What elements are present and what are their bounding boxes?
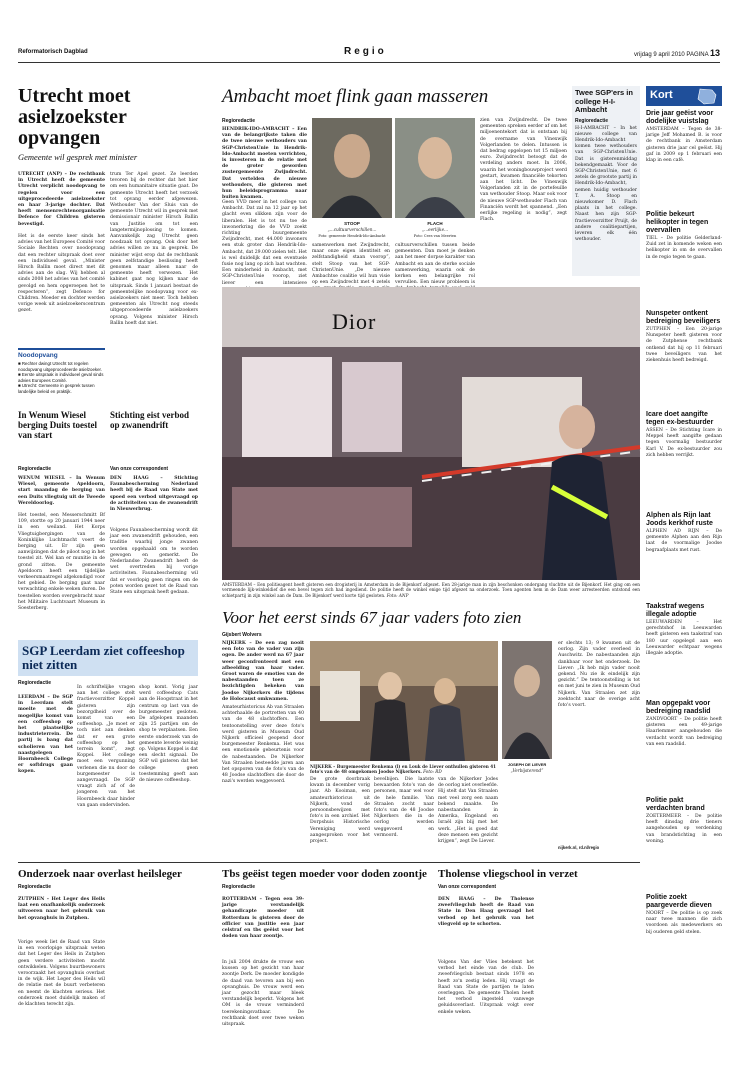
paper-name: Reformatorisch Dagblad xyxy=(18,49,88,55)
kort-item xyxy=(646,603,722,696)
vaders-col4: bevelbijen. Die laatste bewaarden foto's van de personen, maar wel voor de hele familie. Van Straalen zocht naar foto's van de 48 Joodse Nijkerkers die in de oorlog werden weggevoerd en vermoord. xyxy=(374,777,434,838)
sgp-box-kicker: Regioredactie xyxy=(575,117,609,124)
kort-item-head: Drie jaar geëist voor dodelijke vuistslag xyxy=(646,110,714,125)
stichting-body: Volgens Faunabescherming wordt dit jaar een zwanendrift gehouden, een traditie waarbij jonge zwanen worden opgehaald om te worden gewogen en gemerkt. De Nederlandse Zwanendrift heeft de wet overtreden bij vorige activiteiten. Faunabescherming wil dat er voorlopig geen ringen om de poten worden gezet tot de Raad van State een uitspraak heeft gedaan. xyxy=(110,528,198,596)
kort-list xyxy=(646,106,722,987)
massage-kicker: Regioredactie xyxy=(222,118,256,124)
headline-line: Utrecht moet xyxy=(18,85,131,107)
flach-portrait-icon xyxy=(395,118,475,218)
vaders-caption-text: NIJKERK – Burgemeester Renkema (l) en Louk de Liever onthullen gisteren 41 foto's van de 48 omgekomen Joodse Nijkerkers. xyxy=(310,764,497,775)
dior-scene-icon xyxy=(222,287,640,580)
de-liever-portrait-icon xyxy=(502,641,552,759)
tholen-headline: Tholense vliegschool in verzet xyxy=(438,868,578,880)
stoop-quote: „...cultuurverschillen... xyxy=(327,227,377,232)
kort-item-body: LEEUWARDEN – Het gerechtshof in Leeuwarden heeft gisteren een taakstraf van 180 uur opgelegd aan een Leeuwarder echtpaar wegens illegale adoptie. xyxy=(646,620,722,657)
headline-line: opvangen xyxy=(18,127,101,149)
sgp-box-title: Twee SGP'ers in college H-I-Ambacht xyxy=(575,88,633,114)
kort-item-head: Icare doet aangifte tegen ex-bestuurder xyxy=(646,411,714,426)
date-text: vrijdag 9 april 2010 PAGINA xyxy=(634,52,709,58)
netherlands-map-icon xyxy=(694,87,720,105)
utrecht-headline xyxy=(18,86,198,149)
flach-credit: Foto: Cees van Meerten xyxy=(413,234,457,238)
kort-item-body: ZOETERMEER – De politie heeft dinsdag drie tieners aangehouden op verdenking van brandstichting in een woning. xyxy=(646,814,722,844)
kort-item-head: Nunspeter ontkent bedreiging beveiligers xyxy=(646,310,721,325)
box-item: ■ Eerste uitspraak in individueel geval sinds advies Europees Comité. xyxy=(18,372,104,383)
flach-photo xyxy=(395,118,475,218)
tbs-headline: Tbs geëist tegen moeder voor doden zoontje xyxy=(222,868,427,880)
heilsleger-article xyxy=(18,868,198,890)
wiesel-kicker: Regioredactie xyxy=(18,466,52,472)
kort-title: Kort xyxy=(650,89,673,101)
box-item: ■ Rechter dwingt Utrecht tot regelen noodopvang uitgeprocedeerde asielzoeker. xyxy=(18,361,102,372)
de-liever-name: JOSEPH DE LIEVER xyxy=(507,762,547,767)
section-title: Regio xyxy=(344,46,387,57)
wiesel-body: Het toestel, een Messerschmitt Bf 109, stortte op 20 januari 1944 neer in een weiland. Het Korps Vliegtuigbergingen van de Koninklijke Luchtmacht voert de berging uit. Er zijn geen aanwijzingen dat de piloot nog in het toestel zit. Wel kan er munitie in de grond zitten. De gemeente Apeldoorn heeft een tijdelijke verkeersmaatregel afgekondigd voor het gebied. De berging gaat naar verwachting enkele weken duren. De toestellen worden overgebracht naar het Militaire Luchtvaart Museum in Soesterberg. xyxy=(18,513,105,612)
utrecht-col2: trum Ter Apel gezet. Ze leerden tevoren bij de rechter dat het hier om een humanitaire situatie gaat. De gemeente Utrecht heeft het verzoek tot opvang eerder afgewezen. Wethouder Van der Sluis van de gemeente Utrecht wil in gesprek met demissionair minister Hirsch Ballin van Justitie om tot een langetermijnoplossing te komen. Aanvankelijk zag Utrecht geen noodzaak tot opvang. Ook door het advies willen ze nu in gesprek. De minister wijst erop dat de rechtbank geen zelfstandige beslissing heeft genomen maar alleen naar de gemeente heeft verwezen. Het kabinet gaat nog kijken naar de uitspraak. Sinds 1 januari bestaat de gemeentelijke noodopvang voor ex-asielzoekers niet meer. Toch hebben gemeenten als Utrecht nog steeds uitgeprocedeerde asielzoekers opvang. Volgens minister Hirsch Ballin hoeft dat niet. xyxy=(110,172,198,326)
issue-date xyxy=(634,48,720,58)
box-item-text: Rechter dwingt Utrecht tot regelen noodopvang uitgeprocedeerde asielzoeker. xyxy=(18,361,102,372)
kort-item-head: Taakstraf wegens illegale adoptie xyxy=(646,603,705,618)
dior-caption xyxy=(222,582,640,598)
vaders-headline: Voor het eerst sinds 67 jaar vaders foto zien xyxy=(222,608,522,627)
tholen-article xyxy=(438,868,640,890)
massage-col3: samenwerken met Zwijndrecht, maar onze eigen identiteit en zelfstandigheid staan voorop”, stelt Stoop van het SGP-ChristenUnie. „De nieuwe Ambachtse coalitie wil hun visie op een Zwijndrecht met 4 zetels xyxy=(312,243,390,286)
bottom-rule xyxy=(18,862,640,863)
box-item-text: Utrecht: Gemeente in gesprek tussen landelijke beleid en praktijk. xyxy=(18,383,95,394)
tbs-article xyxy=(222,868,432,890)
vaders-col5: van de Nijkerker Jodes de oorlog niet overleefde. Hij stelt dat Van Straalen met veel zorg een naam bekend maakte. De nabestaanden in Amerika, Engeland en Israël zijn blij met het werk. „Het is goed dat deze mensen een gezicht krijgen”, zegt De Liever. xyxy=(438,777,498,845)
kort-sidebar xyxy=(646,86,722,1066)
kort-item-head: Man opgepakt voor bedreiging raadslid xyxy=(646,700,711,715)
box-item: ■ Utrecht: Gemeente in gesprek tussen landelijke beleid en praktijk. xyxy=(18,383,95,394)
massage-col4: cultuurverschillen tussen beide gemeenten. Dan moet je denken aan het meer dorpse karakter van Ambacht en aan de sterke sociale samenwerking, waarin ook de kerken een belangrijke rol vervullen. Een nieuw probleem is xyxy=(395,243,475,286)
kort-item-body: ALPHEN AD RIJN – De gemeente Alphen aan den Rijn laat de voormalige Joodse begraafplaats met rust. xyxy=(646,529,722,553)
sgp-box-body: H-I-AMBACHT – In het nieuwe college van Hendrik-Ido-Ambacht komen twee wethouders van SGP-ChristenUnie. Dat is gisterenmiddag bekendgemaakt. Voor de SGP-ChristenUnie, met 6 zetels de grootste partij in Hendrik-Ido-Ambacht, nemen huidig wethouder T. A. Stoop en nieuwkomer D. Flach plaats in het college. Naast hen zijn SGP-fractievoorzitter Pruijt, de andere coalitiepartijen, leveren elk één wethouder. xyxy=(575,125,637,243)
noodopvang-box xyxy=(18,348,105,395)
kort-item xyxy=(646,512,722,599)
vaders-caption xyxy=(310,764,498,775)
kort-item-body: AMSTERDAM – Tegen de 38-jarige Jeff Mohamed B. is voor de rechtbank in Amsterdam gisteren drie jaar cel geëist. Hij gaf in 2009 op 1 februari een klap in een café. xyxy=(646,127,722,164)
massage-col5: zien van Zwijndrecht. De twee gemeenten spreken eerder af om het miljoenentekort dat is ontstaan bij de overname van Vinexwijk Volgerlanden te delen. Intussen is dat bedrag opgelopen tot 15 miljoen euro. Zwijndrecht betoogt dat de verdeling anders moet. In 2006, waarin het woningbouwproject werd gestart, kwamen financiële tekorten aan het licht. De Vinexwijk Volgerlanden zit in de portefeuille van wethouder Stoop. Maar ook voor de nieuwe SGP-wethouder Flach van Financiën wordt het spannend. „Een eerlijke regeling is nodig”, zegt Flach. xyxy=(480,118,567,223)
leerdam-col3: shop komt. Vorig jaar werd coffeeshop Cats aan de Hoogstraat in het centrum op last van de burgemeester gesloten. De afgelopen maanden zijn 25 partijen om de shop te verplaatsen. Een eerste onderzoek van de gemeente leverde weinig op. Volgens Koppel is dat een slecht signaal. De SGP wil gisteren dat het college geen toestemming geeft aan de nieuwe coffeeshop. xyxy=(139,685,198,784)
leerdam-lead: LEERDAM – De SGP in Leerdam stelt moeite met de mogelijke komst van een coffeeshop op het plaatselijke industrieterrein. De partij is bang dat scholieren van het naastgelegen Hoornbeeck College er softdrugs gaan kopen. xyxy=(18,695,73,775)
tholen-lead: DEN HAAG – De Tholense zweefvliegclub heeft de Raad van State in Den Haag gevraagd het verbod op het gebruik van het vliegveld op te schorten. xyxy=(438,897,534,927)
tholen-body: Volgens Van der Vlies betekent het verbod het einde van de club. De zweefvliegclub bestaat sinds 1978 en heeft zo'n zestig leden. Hij vraagt de Raad van State de partijen te laten overleggen. De gemeente Tholen heeft het verbod ingesteld vanwege geluidsoverlast. Uitspraak volgt over enkele weken. xyxy=(438,960,534,1015)
wiesel-headline: In Wenum Wiesel berging Duits toestel van start xyxy=(18,410,97,440)
kort-item xyxy=(646,797,722,890)
wiesel-lead: WENUM WIESEL – In Wenum Wiesel, gemeente Apeldoorn, start maandag de berging van een Duits vliegtuig uit de Tweede Wereldoorlog. xyxy=(18,476,105,506)
kort-item-body: ZUTPHEN – Een 20-jarige Nunspeter heeft gisteren voor de Zutphense rechtbank ontkend dat hij op 11 februari twee beveiligers van het ziekenhuis heeft bedreigd. xyxy=(646,327,722,364)
utrecht-lead: UTRECHT (ANP) – De rechtbank in Utrecht heeft de gemeente Utrecht verplicht noodopvang te regelen voor een uitgeprocedeerde asielzoekster en haar 3-jarige dochter. Dat heeft mensenrechtenorganisatie Defence for Children gisteren bevestigd. xyxy=(18,172,105,227)
page-number: 13 xyxy=(709,48,720,58)
kort-item-body: NOORT – De politie is op zoek naar twee mannen die zich voordoen als medewerkers en bij ouderen geld stelen. xyxy=(646,911,722,935)
kort-header xyxy=(646,86,722,106)
dior-caption-text: AMSTERDAM – Een politieagent heeft gisteren een drogisterij in Amsterdam in de Bijenkorf afgezet. Een 28-jarige man in zijn beschonken ondergang vluchtte uit de Bijenkorf. Het ging om een vermeende lijk-winkeldief die een bevel tegen zich had ingediend. De politie heeft de winkel enige tijd afgezet na onderzoek. Toen agenten hem in de Dam weer arresteerden ontstond een schietpartij in zijn winkel aan de Dam. De Bijenkorf werd korte tijd gesloten. xyxy=(222,582,640,598)
de-liever-quote: „Verbijsterend” xyxy=(510,768,544,773)
tbs-kicker: Regioredactie xyxy=(222,884,256,890)
dior-credit: Foto: ANP xyxy=(386,592,409,598)
vaders-col1: Amateurhistoricus Ab van Straalen achterhaalde de portretten van 40 van de 48 slachtoffers. Een tentoonstelling over deze foto's werd gisteren in Museum Oud Nijkerk officieel geopend door burgemeester Renkema. Het was een emotionele gebeurtenis voor de nabestaanden. De Nijkerker Van Straalen besteedde jaren aan het opsporen van de foto's van de 48 Joodse slachtoffers die door de nazi's werden weggevoerd. xyxy=(222,705,304,785)
tholen-kicker: Van onze correspondent xyxy=(438,884,497,890)
stoop-name: STOOP xyxy=(344,221,360,226)
stichting-kicker: Van onze correspondent xyxy=(110,466,169,472)
kort-item-head: Politie pakt verdachten brand xyxy=(646,797,705,812)
de-liever-photo xyxy=(502,641,552,759)
leerdam-headline: SGP Leerdam ziet coffeeshop niet zitten xyxy=(18,640,198,676)
heilsleger-lead: ZUTPHEN – Het Leger des Heils laat een onafhankelijk onderzoek uitvoeren naar het gebruik van het opvanghuis in Zutphen. xyxy=(18,897,105,921)
kort-item-body: TIEL – De politie Gelderland-Zuid zet in komende weken een helikopter in om de overvallen in de regio tegen te gaan. xyxy=(646,236,722,260)
kort-item xyxy=(646,110,722,207)
vaders-credit: Foto: RD xyxy=(423,769,442,775)
dior-store-photo xyxy=(222,287,640,580)
kort-item xyxy=(646,310,722,407)
kort-item xyxy=(646,700,722,793)
tbs-body: In juli 2004 drukte de vrouw een kussen op het gezicht van haar zoontje Derk. De moeder kondigde de daad van tevoren aan bij een opvanghuis. De vrouw werd een jaar gezocht maar bleek verstandelijk beperkt. Volgens het OM is de vrouw verminderd toerekeningsvatbaar. De rechtbank doet over twee weken uitspraak. xyxy=(222,960,304,1028)
flach-name: FLACH xyxy=(427,221,443,226)
stoop-credit: Foto: gemeente Hendrik-Ido-Ambacht xyxy=(318,234,386,238)
heilsleger-headline: Onderzoek naar overlast heilsleger xyxy=(18,868,182,880)
heilsleger-body: Vorige week liet de Raad van State in een voorlopige uitspraak weten dat het Leger des Heils in Zutphen geen verdere activiteiten mocht ontwikkelen. Volgens buurtbewoners veroorzaakt het opvanghuis overlast in de wijk. Het Leger des Heils wil de relatie met de buurt verbeteren en neemt de klachten serieus. Het onderzoek moet duidelijk maken of de klachten terecht zijn. xyxy=(18,940,105,1008)
kort-item-head: Politie zoekt paargeverde dieven xyxy=(646,894,712,909)
headline-line: asielzoekster xyxy=(18,106,127,128)
dior-sign: Dior xyxy=(332,309,377,334)
box-item-text: Eerste uitspraak in individueel geval sinds advies Europees Comité. xyxy=(18,372,104,383)
kort-item-head: Politie bekeurt helikopter in tegen overvallen xyxy=(646,211,709,234)
utrecht-subtitle: Gemeente wil gesprek met minister xyxy=(18,152,138,162)
stichting-headline: Stichting eist verbod op zwanendrift xyxy=(110,410,190,430)
leerdam-col2: In schriftelijke vragen aan het college stelt fractievoorzitter Koppel gisteren zijn bezorgdheid over de komst van een coffeeshop. „Je moet er toch niet aan denken dat er een grote coffeeshop op het terrein komt”, zegt Koppel. Het college moet een vergunning verlenen die nu door de burgemeester is aangevraagd. De SGP vraagt zich af of de jongeren van het Hoornbeeck daar hinder van gaan ondervinden. xyxy=(77,685,135,808)
massage-lead: HENDRIK-IDO-AMBACHT – Een van de belangrijkste taken die de twee nieuwe wethouders van SGP-ChristenUnie in Hendrik-Ido-Ambacht moeten verrichten, is investeren in de relatie met de groter geworden zustergemeente Zwijndrecht. Dat vertelden de nieuwe wethouders, die gisteren met hun beleidsprogramma naar buiten kwamen. xyxy=(222,127,307,201)
vaders-kicker: Gijsbert Wolvers xyxy=(222,632,262,638)
tbs-lead: ROTTERDAM – Tegen een 39-jarige verstandelijk gehandicapte moeder uit Rotterdam is gisteren door de officier van justitie een jaar celstraf en tbs geëist voor het doden van haar zoontje. xyxy=(222,897,304,940)
kort-item xyxy=(646,211,722,306)
sgp-college-box xyxy=(572,86,640,276)
kort-item xyxy=(646,894,722,987)
kort-item-body: ZANDVOORT – De politie heeft gisteren een 49-jarige Haarlemmer aangehouden die verdacht wordt van bedreiging van een raadslid. xyxy=(646,717,722,747)
box-title: Noodopvang xyxy=(18,348,105,359)
stoop-portrait-icon xyxy=(312,118,392,218)
utrecht-col1: Het is de eerste keer sinds het advies van het Europees Comité voor Sociale Rechten over noodopvang dat een rechter uitspraak doet over een individueel geval. „Minister Hirsch Ballin moet direct met dit advies aan de slag. Wij hebben al sinds 2008 het advies van het comité gevolgd en hem opgeroepen het te respecteren”, zegt Defence for Children. Moeder en dochter werden vorige week uit asielzoekerscentrum gezet. xyxy=(18,234,105,314)
kort-item xyxy=(646,411,722,508)
vaders-web: nijkerk.nl, rd.nl/regio xyxy=(558,845,600,850)
kort-item-body: ASSEN – De Stichting Icare in Meppel heeft aangifte gedaan tegen voormalig bestuurder Karl V. De ex-bestuurder zou zich hebben verrijkt. xyxy=(646,428,722,458)
stoop-photo xyxy=(312,118,392,218)
kort-item-head: Alphen als Rijn laat Joods kerkhof ruste xyxy=(646,512,713,527)
exhibition-scene-icon xyxy=(310,641,498,761)
vaders-col6: er slechts 13; 9 kwamen uit de oorlog. Zijn vader overleed in Auschwitz. De nabestaanden zijn dankbaar voor het onderzoek. De Liever: „Ik heb mijn vader nooit gekend. Nu zie ik eindelijk zijn gezicht.” De tentoonstelling is tot en met juni te zien in Museum Oud Nijkerk. Van Straalen zet zijn zoektocht naar de overige acht foto's voort. xyxy=(558,641,640,709)
leerdam-kicker: Regioredactie xyxy=(18,680,52,686)
massage-col1: Geen VVD meer in het college van Ambacht. Dat zal na 12 jaar op het glacht even slikken zijn voor de liberalen. Het is tot nu toe de inwonerkring die de VVD zoekt richting buurgemeente Zwijndrecht, met 44.000 inwoners een stuk groter dan Hendrik-Ido-Ambacht, dat 29.000 zielen telt. Het is wel duidelijk dat een eventuele fusie nog lang op zich laat wachten. Een minderheid in Ambacht, met SGP-ChristenUnie voorop, ziet liever een intensieve xyxy=(222,200,307,286)
flach-quote: „...eerlijke... xyxy=(421,227,449,232)
vaders-group-photo xyxy=(310,641,498,761)
heilsleger-kicker: Regioredactie xyxy=(18,884,52,890)
header-rule xyxy=(18,62,720,63)
vaders-col3: De grote doorbraak kwam in december vorig jaar. Ab Kooiman, een amateurhistoricus uit Nijkerk, vond de persoonsbewijzen met foto's in een archief. Het Dorpshuis Historische Vereniging werd aangesproken voor het project. xyxy=(310,777,370,845)
stichting-lead: DEN HAAG – Stichting Faunabescherming Nederland heeft bij de Raad van State met spoed een verbod uitgevraagd op de activiteiten van de zwanendrift in Nieuwerbrug. xyxy=(110,476,198,513)
vaders-lead: NIJKERK – De een zag nooit een foto van de vader van zijn ogen. De ander werd na 67 jaar weer geconfronteerd met een afbeelding van haar vader. Groot waren de emoties van de nabestaanden toen ze bezichtigden bekeken van Joodse Nijkerkers die tijdens de Holocaust omkwamen. xyxy=(222,641,304,702)
massage-headline: Ambacht moet flink gaan masseren xyxy=(222,86,489,107)
